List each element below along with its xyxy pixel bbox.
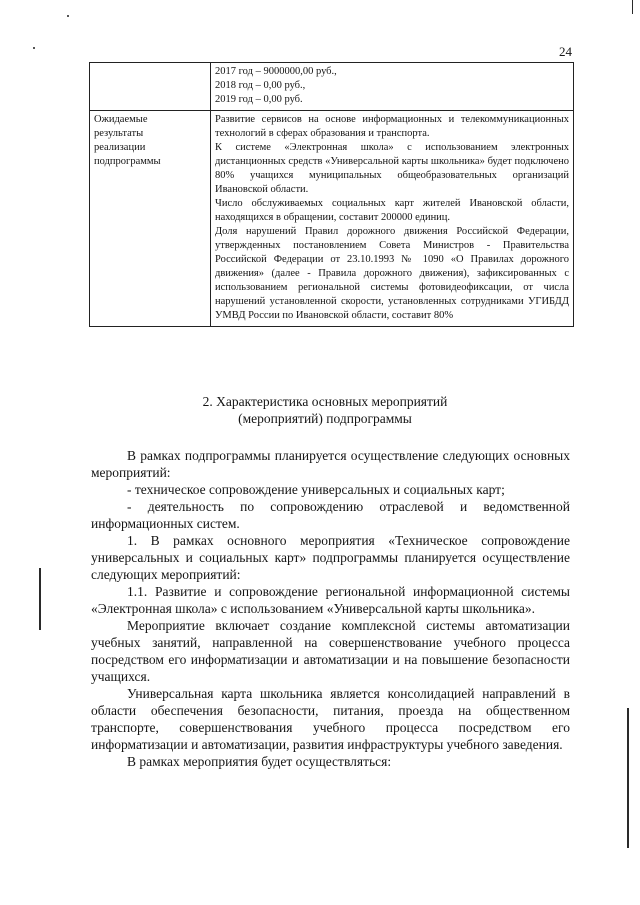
section-heading-line-1: 2. Характеристика основных мероприятий (202, 394, 448, 409)
result-paragraph: Доля нарушений Правил дорожного движения Российской Федерации, утвержденных постановлением Совета Министров - Правительства Российской Федерации от 23.10.1993 № 1090 «О Правилах дорожного движения» (далее - Правила дорожного движения), зафиксированных с использованием региональной системы фотовидеофиксации, от числа нарушений установленной скорости, установленных сотрудниками УГИБДД УМВД России по Ивановской области, составит 80% (215, 226, 569, 321)
scan-dot (33, 47, 35, 49)
section-heading (60, 393, 590, 427)
body-paragraph: В рамках мероприятия будет осуществляться: (127, 754, 392, 769)
label-line: Ожидаемые (94, 114, 148, 125)
result-paragraph: Число обслуживаемых социальных карт жителей Ивановской области, находящихся в обращении, составит 200000 единиц. (215, 198, 569, 223)
body-list-item: - деятельность по сопровождению отраслевой и ведомственной информационных систем. (91, 499, 570, 531)
section-body (91, 447, 570, 770)
result-paragraph: К системе «Электронная школа» с использованием электронных дистанционных средств «Универсальной карты школьника» будет подключено 80% учащихся муниципальных общеобразовательных организаций Ивановской области. (215, 142, 569, 195)
body-list-item: - техническое сопровождение универсальных и социальных карт; (127, 482, 505, 497)
body-paragraph: В рамках подпрограммы планируется осуществление следующих основных мероприятий: (91, 448, 570, 480)
scan-dot (67, 15, 69, 17)
label-line: реализации (94, 142, 146, 153)
funding-2019: 2019 год – 0,00 руб. (215, 94, 303, 105)
body-paragraph: 1.1. Развитие и сопровождение региональной информационной системы «Электронная школа» с использованием «Универсальной карты школьника». (91, 584, 570, 616)
scan-mark-left (39, 568, 41, 630)
body-paragraph: 1. В рамках основного мероприятия «Техническое сопровождение универсальных и социальных карт» подпрограммы планируется осуществление следующих мероприятий: (91, 533, 570, 582)
subprogram-passport-table (89, 62, 574, 327)
label-line: результаты (94, 128, 144, 139)
body-paragraph: Универсальная карта школьника является консолидацией направлений в области обеспечения безопасности, питания, проезда на общественном транспорте, совершенствования учебного процесса посредством его информатизации и автоматизации, развития инфраструктуры учебного заведения. (91, 686, 570, 752)
scan-mark-right (627, 708, 629, 848)
section-heading-line-2: (мероприятий) подпрограммы (238, 411, 412, 426)
label-line: подпрограммы (94, 156, 161, 167)
result-paragraph: Развитие сервисов на основе информационных и телекоммуникационных технологий в сферах образования и транспорта. (215, 114, 569, 139)
table-cell-funding (211, 63, 574, 111)
scan-mark-top-right (632, 0, 633, 14)
page-number: 24 (559, 44, 572, 59)
table-cell-label-empty (90, 63, 211, 111)
table-cell-expected-results (211, 111, 574, 327)
funding-2017: 2017 год – 9000000,00 руб., (215, 66, 337, 77)
funding-2018: 2018 год – 0,00 руб., (215, 80, 306, 91)
table-row-expected-results (90, 111, 574, 327)
table-row-funding (90, 63, 574, 111)
table-cell-expected-results-label (90, 111, 211, 327)
body-paragraph: Мероприятие включает создание комплексной системы автоматизации учебных занятий, направленной на совершенствование учебного процесса посредством его информатизации и автоматизации и на повышение безопасности учащихся. (91, 618, 570, 684)
